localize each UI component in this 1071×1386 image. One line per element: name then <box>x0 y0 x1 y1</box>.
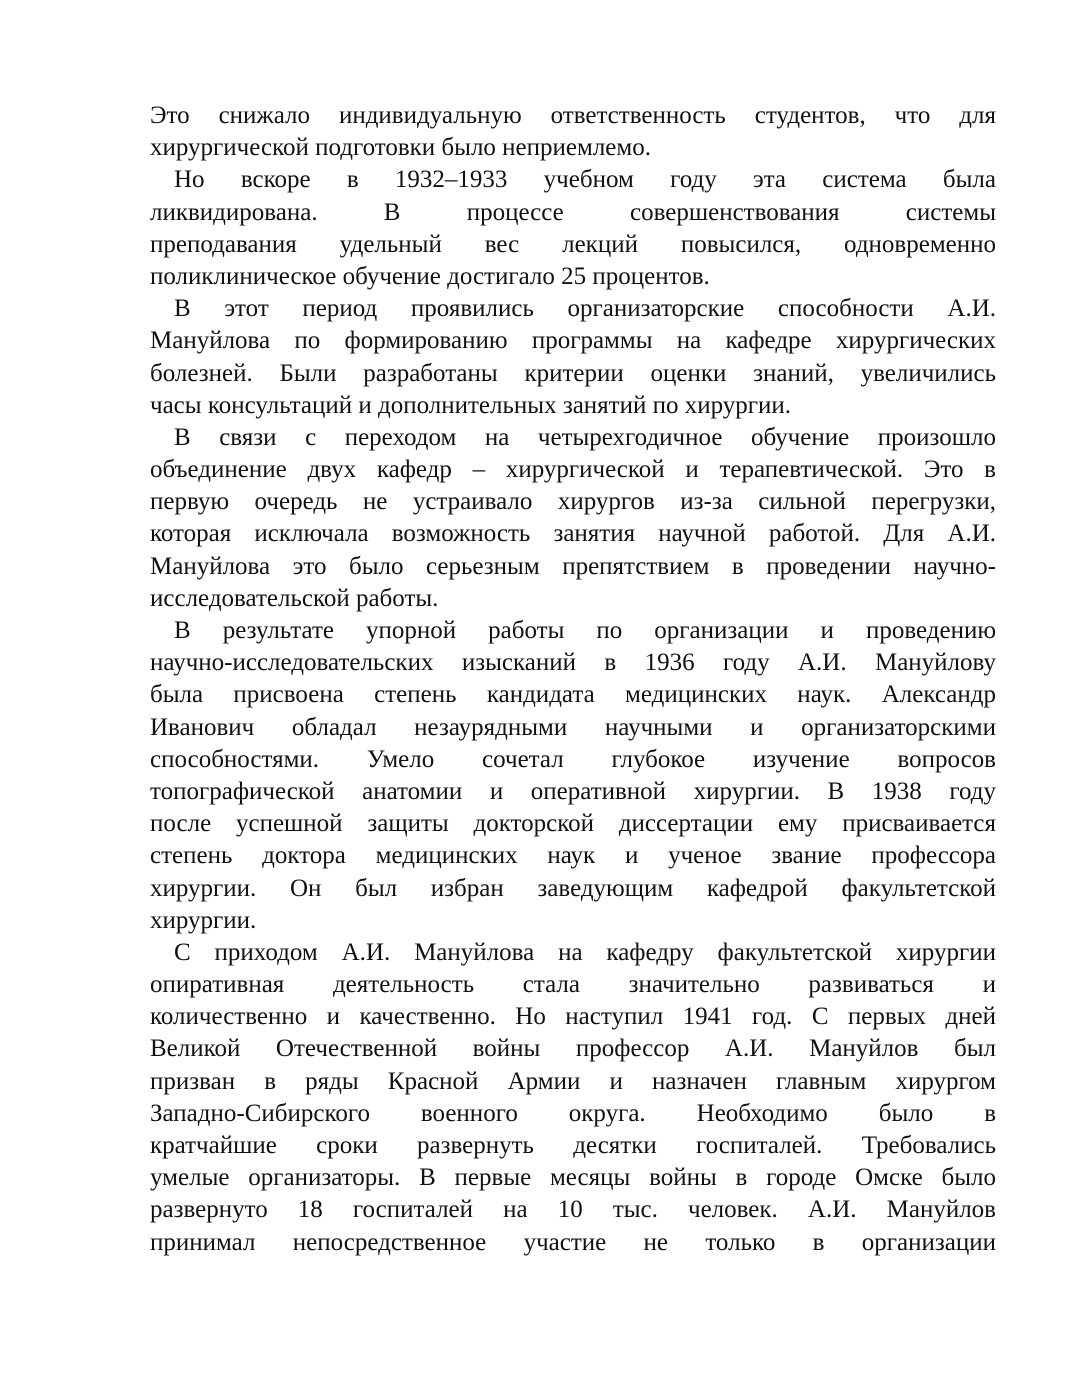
text-line: была присвоена степень кандидата медицинских наук. Александр <box>150 681 996 709</box>
paragraph <box>150 937 996 1259</box>
text-line: призван в ряды Красной Армии и назначен главным хирургом <box>150 1067 996 1095</box>
text-line: Иванович обладал незаурядными научными и организаторскими <box>150 713 996 741</box>
text-line: которая исключала возможность занятия научной работой. Для А.И. <box>150 520 996 548</box>
text-line: часы консультаций и дополнительных занятий по хирургии. <box>150 391 792 419</box>
text-line: кратчайшие сроки развернуть десятки госпиталей. Требовались <box>150 1132 996 1159</box>
text-line: степень доктора медицинских наук и ученое звание профессора <box>150 842 996 870</box>
text-line: хирургии. <box>150 906 257 934</box>
text-line: хирургической подготовки было неприемлемо. <box>150 134 651 162</box>
text-line: Мануйлова по формированию программы на кафедре хирургических <box>150 327 996 355</box>
text-line: ликвидирована. В процессе совершенствования системы <box>150 198 996 226</box>
text-line: умелые организаторы. В первые месяцы войны в городе Омске было <box>150 1164 996 1192</box>
text-line: Великой Отечественной войны профессор А.И. Мануйлов был <box>150 1035 996 1063</box>
text-line: хирургии. Он был избран заведующим кафедрой факультетской <box>150 874 996 902</box>
text-line: преподавания удельный вес лекций повысился, одновременно <box>150 230 996 258</box>
text-line: поликлиническое обучение достигало 25 процентов. <box>150 262 710 290</box>
paragraph <box>150 422 996 615</box>
text-line: С приходом А.И. Мануйлова на кафедру факультетской хирургии <box>174 938 996 966</box>
text-line: В результате упорной работы по организации и проведению <box>174 617 996 644</box>
text-line: развернуто 18 госпиталей на 10 тыс. человек. А.И. Мануйлов <box>150 1196 996 1224</box>
text-line: количественно и качественно. Но наступил 1941 год. С первых дней <box>150 1003 996 1031</box>
text-line: научно-исследовательских изысканий в 1936 году А.И. Мануйлову <box>150 649 996 677</box>
text-line: Но вскоре в 1932–1933 учебном году эта система была <box>174 166 996 194</box>
text-line: топографической анатомии и оперативной хирургии. В 1938 году <box>150 777 996 805</box>
text-line: объединение двух кафедр – хирургической и терапевтической. Это в <box>150 456 996 484</box>
body-text <box>150 100 996 1259</box>
text-line: Мануйлова это было серьезным препятствием в проведении научно- <box>150 552 996 580</box>
paragraph <box>150 100 996 164</box>
text-line: В связи с переходом на четырехгодичное обучение произошло <box>174 423 996 451</box>
text-line: первую очередь не устраивало хирургов из-за сильной перегрузки, <box>150 488 996 516</box>
text-line: исследовательской работы. <box>150 584 439 612</box>
paragraph <box>150 293 996 422</box>
text-line: опиративная деятельность стала значительно развиваться и <box>150 971 996 999</box>
text-line: принимал непосредственное участие не только в организации <box>150 1228 996 1256</box>
text-line: болезней. Были разработаны критерии оценки знаний, увеличились <box>150 359 996 387</box>
paragraph <box>150 615 996 937</box>
text-line: Это снижало индивидуальную ответственность студентов, что для <box>150 102 996 129</box>
paragraph <box>150 164 996 293</box>
text-line: Западно-Сибирского военного округа. Необходимо было в <box>150 1099 996 1127</box>
text-line: после успешной защиты докторской диссертации ему присваивается <box>150 810 996 838</box>
text-line: В этот период проявились организаторские способности А.И. <box>174 295 996 323</box>
text-line: способностями. Умело сочетал глубокое изучение вопросов <box>150 745 996 773</box>
